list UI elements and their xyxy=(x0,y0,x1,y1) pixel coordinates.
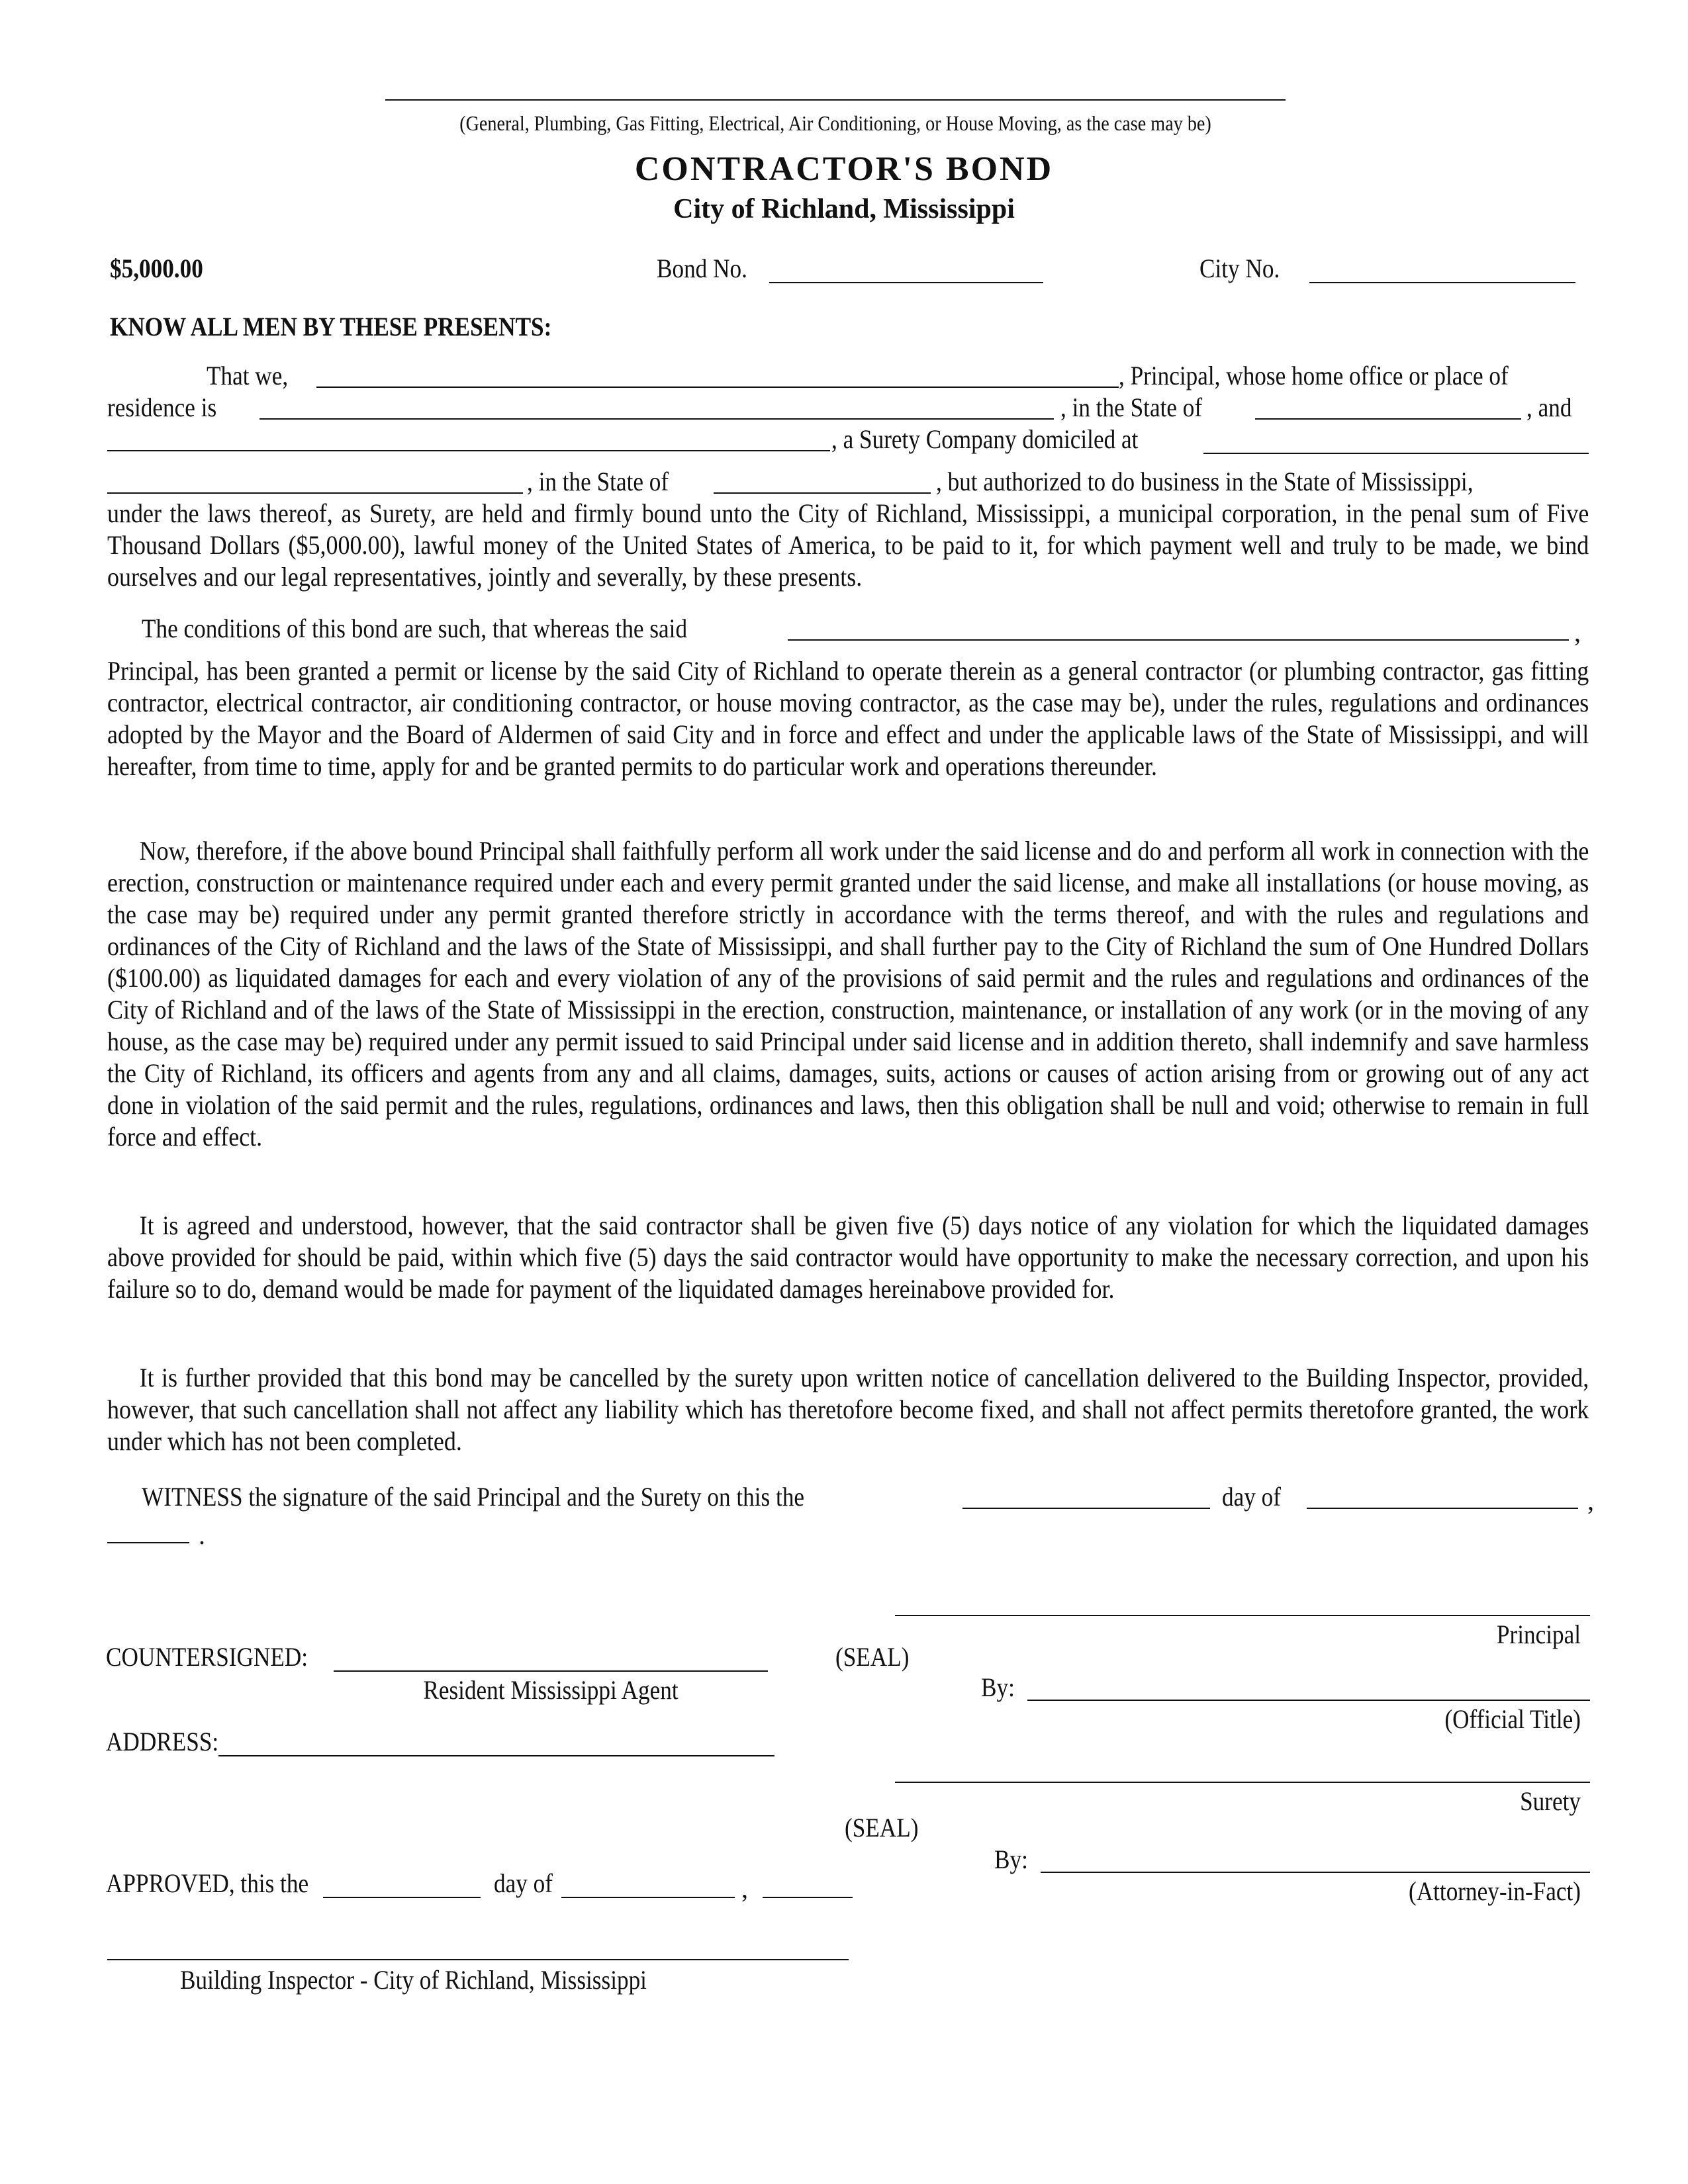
principal-state-label: , in the State of xyxy=(1060,392,1203,422)
approved-day-of-label: day of xyxy=(494,1868,553,1898)
principal-signature-field[interactable] xyxy=(895,1615,1590,1616)
address-field[interactable] xyxy=(218,1755,774,1756)
principal-caption: Principal xyxy=(1496,1619,1581,1649)
approved-year-field[interactable] xyxy=(763,1897,853,1898)
official-title-caption: (Official Title) xyxy=(1444,1704,1581,1734)
principal-text: , Principal, whose home office or place of xyxy=(1119,361,1509,390)
trade-type-note: (General, Plumbing, Gas Fitting, Electrical, Air Conditioning, or House Moving, as the case may be) xyxy=(459,111,1211,135)
surety-state-label: , in the State of xyxy=(527,467,669,496)
that-we-label: That we, xyxy=(207,361,289,390)
page-title: CONTRACTOR'S BOND xyxy=(634,150,1054,188)
bond-no-field[interactable] xyxy=(769,282,1043,283)
city-no-field[interactable] xyxy=(1309,282,1575,283)
conditions-principal-field[interactable] xyxy=(788,639,1569,641)
witness-year-field[interactable] xyxy=(107,1542,189,1543)
cancellation-text: It is further provided that this bond may be cancelled by the surety upon written notice of cancellation delivered to the Building Inspector, provided, however, that such cancellation shall not affect any liability which has theretofore become fixed, and shall not affect permits theretofore granted, the work under which has not been completed. xyxy=(107,1363,1589,1456)
surety-caption: Surety xyxy=(1520,1786,1581,1816)
conditions-lead: The conditions of this bond are such, that whereas the said xyxy=(142,614,688,643)
principal-state-field[interactable] xyxy=(1255,418,1521,420)
surety-by-label: By: xyxy=(994,1844,1028,1874)
surety-state-field[interactable] xyxy=(714,492,931,494)
principal-by-label: By: xyxy=(981,1672,1015,1702)
approved-month-field[interactable] xyxy=(561,1897,735,1898)
parties-continuation: under the laws thereof, as Surety, are held and firmly bound unto the City of Richland, Mississippi, a municipal corporation, in the penal sum of Five Thousand Dollars ($5,000.00), lawful money of the United States of America, to be paid to it, for which payment well and truly to be made, we bind ourselves and our legal representatives, jointly and severally, by these presents. xyxy=(107,498,1589,592)
now-therefore-text: Now, therefore, if the above bound Principal shall faithfully perform all work under the said license and do and perform all work in connection with the erection, construction or maintenance required under each and every permit granted under the said license, and make all installations (or house moving, as the case may be) required under any permit granted therefore strictly in accordance with the terms thereof, and with the rules and regulations and ordinances of the City of Richland and the laws of the State of Mississippi, and shall further pay to the City of Richland the sum of One Hundred Dollars ($100.00) as liquidated damages for each and every violation of any of the provisions of said permit and the rules and regulations and ordinances of the City of Richland and of the laws of the State of Mississippi in the erection, construction, maintenance, or installation of any work (or in the moving of any house, as the case may be) required under any permit issued to said Principal under said license and in addition thereto, shall indemnify and save harmless the City of Richland, its officers and agents from any and all claims, damages, suits, actions or causes of action arising from or growing out of any act done in violation of the said permit and the rules, regulations, ordinances and laws, then this obligation shall be null and void; otherwise to remain in full force and effect. xyxy=(107,836,1589,1152)
authorized-text: , but authorized to do business in the State of Mississippi, xyxy=(936,467,1474,496)
seal-principal: (SEAL) xyxy=(835,1642,910,1672)
page-subtitle: City of Richland, Mississippi xyxy=(673,194,1015,224)
principal-name-field[interactable] xyxy=(316,387,1119,388)
surety-domiciled-label: , a Surety Company domiciled at xyxy=(831,424,1139,454)
agreed-paragraph xyxy=(107,1210,1589,1305)
agreed-text: It is agreed and understood, however, that the said contractor shall be given five (5) days notice of any violation for which the liquidated damages above provided for should be paid, within which five (5) days the said contractor would have opportunity to make the necessary correction, and upon his failure so to do, demand would be made for payment of the liquidated damages hereinabove provided for. xyxy=(107,1210,1589,1304)
witness-day-of-label: day of xyxy=(1222,1482,1281,1512)
witness-period: . xyxy=(199,1520,205,1550)
cancellation-paragraph xyxy=(107,1362,1589,1457)
seal-surety: (SEAL) xyxy=(845,1813,919,1843)
conditions-body: Principal, has been granted a permit or license by the said City of Richland to operate therein as a general contractor (or plumbing contractor, gas fitting contractor, electrical contractor, air conditioning contractor, or house moving contractor, as the case may be), under the rules, regulations and ordinances adopted by the Mayor and the Board of Aldermen of said City and in force and effect and under the applicable laws of the State of Mississippi, and will hereafter, from time to time, apply for and be granted permits to do particular work and operations thereunder. xyxy=(107,656,1589,781)
preamble: KNOW ALL MEN BY THESE PRESENTS: xyxy=(110,312,552,341)
resident-agent-caption: Resident Mississippi Agent xyxy=(423,1675,679,1705)
city-no-label: City No. xyxy=(1199,253,1280,283)
inspector-signature-field[interactable] xyxy=(107,1959,849,1960)
approved-comma: , xyxy=(741,1874,748,1903)
witness-day-field[interactable] xyxy=(962,1508,1210,1509)
surety-signature-field[interactable] xyxy=(895,1782,1590,1783)
principal-by-field[interactable] xyxy=(1027,1700,1590,1701)
and-label: , and xyxy=(1526,392,1572,422)
residence-field[interactable] xyxy=(259,418,1054,420)
trade-type-blank[interactable] xyxy=(385,99,1286,101)
countersigned-field[interactable] xyxy=(334,1670,768,1672)
bond-amount: $5,000.00 xyxy=(110,253,203,283)
surety-name-field[interactable] xyxy=(107,450,830,451)
witness-lead: WITNESS the signature of the said Principal and the Surety on this the xyxy=(142,1482,805,1512)
parties-paragraph xyxy=(107,498,1589,593)
witness-comma: , xyxy=(1587,1486,1594,1516)
surety-domicile-field[interactable] xyxy=(1203,453,1589,454)
inspector-caption: Building Inspector - City of Richland, Mississippi xyxy=(180,1965,647,1995)
attorney-caption: (Attorney-in-Fact) xyxy=(1409,1876,1581,1906)
conditions-comma: , xyxy=(1574,617,1581,647)
now-therefore-paragraph xyxy=(107,835,1589,1153)
address-label: ADDRESS: xyxy=(106,1727,219,1756)
approved-day-field[interactable] xyxy=(323,1897,481,1898)
surety-by-field[interactable] xyxy=(1041,1872,1590,1873)
surety-domicile-cont-field[interactable] xyxy=(107,492,523,494)
bond-no-label: Bond No. xyxy=(657,253,747,283)
countersigned-label: COUNTERSIGNED: xyxy=(106,1642,308,1672)
conditions-paragraph xyxy=(107,655,1589,782)
witness-month-field[interactable] xyxy=(1307,1508,1578,1509)
approved-label: APPROVED, this the xyxy=(106,1868,309,1898)
residence-label: residence is xyxy=(107,392,217,422)
